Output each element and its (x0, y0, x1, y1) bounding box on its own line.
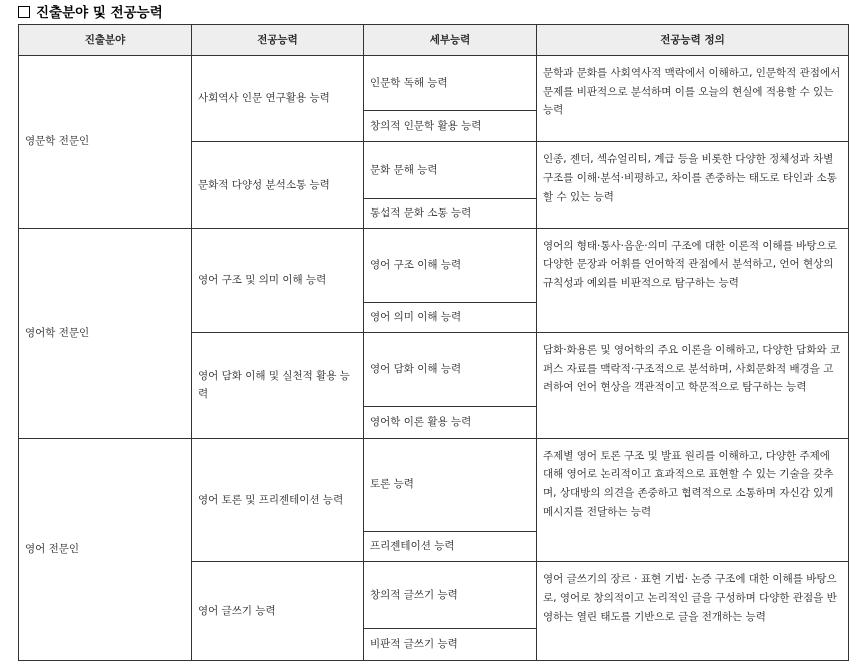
detail-cell: 문화 문해 능력 (364, 142, 537, 199)
competency-cell: 영어 토론 및 프리젠테이션 능력 (192, 438, 364, 562)
column-header-definition: 전공능력 정의 (537, 25, 849, 56)
table-header-row (19, 25, 849, 56)
definition-cell: 문학과 문화를 사회역사적 맥락에서 이해하고, 인문학적 관점에서 문제를 비판적으로 분석하며 이를 오늘의 현실에 적용할 수 있는 능력 (537, 56, 849, 142)
section-heading-text: 진출분야 및 전공능력 (36, 5, 163, 21)
detail-cell: 영어 담화 이해 능력 (364, 333, 537, 407)
detail-cell: 비판적 글쓰기 능력 (364, 629, 537, 661)
field-cell: 영문학 전문인 (19, 56, 192, 229)
table-row (19, 228, 849, 302)
definition-cell: 주제별 영어 토론 구조 및 발표 원리를 이해하고, 다양한 주제에 대해 영어로 논리적이고 효과적으로 표현할 수 있는 기술을 갖추며, 상대방의 의견을 존중하고 협력적으로 소통하며 자신감 있게 메시지를 전달하는 능력 (537, 438, 849, 562)
column-header-field: 진출분야 (19, 25, 192, 56)
competency-cell: 사회역사 인문 연구활용 능력 (192, 56, 364, 142)
detail-cell: 토론 능력 (364, 438, 537, 531)
competency-cell: 문화적 다양성 분석소통 능력 (192, 142, 364, 228)
definition-cell: 담화·화용론 및 영어학의 주요 이론을 이해하고, 다양한 담화와 코퍼스 자료를 맥락적·구조적으로 분석하며, 사회문화적 배경을 고려하여 언어 현상을 객관적이고 학문적으로 탐구하는 능력 (537, 333, 849, 439)
detail-cell: 영어 의미 이해 능력 (364, 302, 537, 332)
competency-table (18, 24, 849, 661)
field-cell: 영어 전문인 (19, 438, 192, 660)
definition-cell: 영어의 형태·통사·음운·의미 구조에 대한 이론적 이해를 바탕으로 다양한 문장과 어휘를 언어학적 관점에서 분석하고, 언어 현상의 규칙성과 예외를 비판적으로 탐구하는 능력 (537, 228, 849, 333)
definition-cell: 영어 글쓰기의 장르 · 표현 기법· 논증 구조에 대한 이해를 바탕으로, 영어로 창의적이고 논리적인 글을 구성하며 다양한 관점을 반영하는 열린 태도를 기반으로 글을 전개하는 능력 (537, 562, 849, 661)
definition-cell: 인종, 젠더, 섹슈얼리티, 계급 등을 비롯한 다양한 정체성과 차별 구조를 이해·분석·비평하고, 차이를 존중하는 태도로 타인과 소통할 수 있는 능력 (537, 142, 849, 228)
detail-cell: 영어학 이론 활용 능력 (364, 407, 537, 438)
competency-cell: 영어 글쓰기 능력 (192, 562, 364, 661)
detail-cell: 프리젠테이션 능력 (364, 532, 537, 562)
column-header-detail: 세부능력 (364, 25, 537, 56)
competency-cell: 영어 구조 및 의미 이해 능력 (192, 228, 364, 333)
table-row (19, 438, 849, 531)
detail-cell: 창의적 인문학 활용 능력 (364, 110, 537, 141)
section-heading (18, 2, 163, 20)
detail-cell: 통섭적 문화 소통 능력 (364, 199, 537, 228)
checkbox-square-icon (18, 6, 30, 18)
field-cell: 영어학 전문인 (19, 228, 192, 438)
detail-cell: 창의적 글쓰기 능력 (364, 562, 537, 629)
table-row (19, 56, 849, 111)
detail-cell: 인문학 독해 능력 (364, 56, 537, 111)
detail-cell: 영어 구조 이해 능력 (364, 228, 537, 302)
column-header-competency: 전공능력 (192, 25, 364, 56)
competency-cell: 영어 담화 이해 및 실천적 활용 능력 (192, 333, 364, 439)
